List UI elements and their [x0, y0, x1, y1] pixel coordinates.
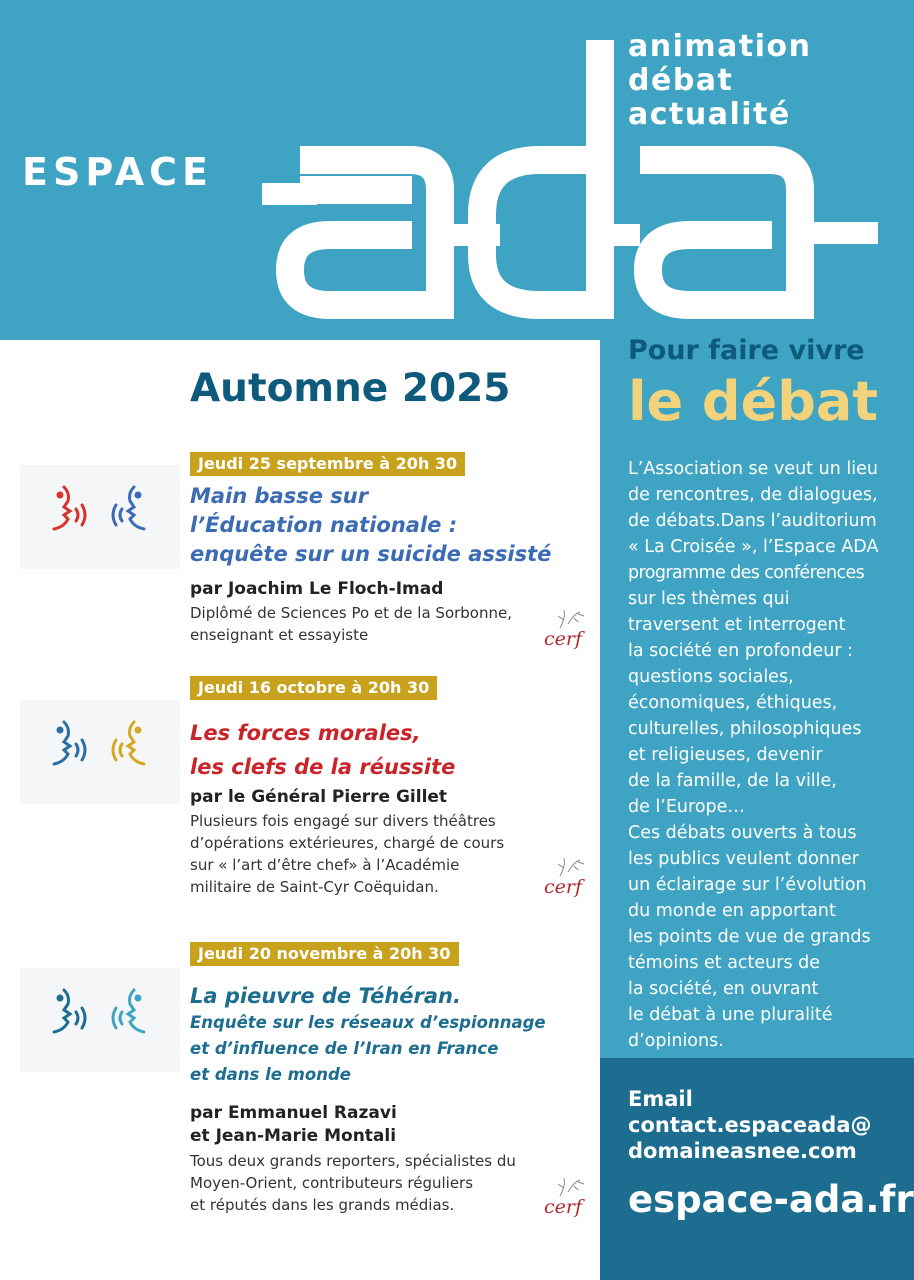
event-speaker	[190, 1102, 397, 1148]
paragraph-line: la société en profondeur :	[628, 641, 854, 661]
sidebar-headline: Pour faire vivre	[628, 335, 865, 366]
sidebar-headline-accent: le débat	[628, 370, 879, 433]
cerf-wordmark: cerf	[544, 628, 582, 650]
logo-letter-a1	[290, 160, 440, 305]
brand-espace: ESPACE	[22, 150, 213, 194]
paragraph-line: du monde en apportant	[628, 901, 836, 921]
event-title	[190, 716, 455, 784]
paragraph-line: de débats.Dans l’auditorium	[628, 511, 877, 531]
paragraph-line: de la famille, de la ville,	[628, 771, 837, 791]
paragraph-line: traversent et interrogent	[628, 615, 846, 635]
email-label: Email	[628, 1087, 693, 1111]
paragraph-line: programme des conférences	[628, 563, 865, 583]
tagline	[628, 30, 811, 132]
event-subtitle-line: et d’influence de l’Iran en France	[190, 1039, 499, 1058]
event-icon-box	[20, 465, 180, 569]
event-title-line: Main basse sur	[190, 484, 369, 508]
paragraph-line: les points de vue de grands	[628, 927, 871, 947]
paragraph-line: de l’Europe…	[628, 797, 745, 817]
paragraph-line: témoins et acteurs de	[628, 953, 821, 973]
event-bio	[190, 602, 512, 646]
logo-bar-end	[800, 222, 878, 244]
event-title-line: Les forces morales,	[190, 721, 421, 745]
bio-line: sur « l’art d’être chef» à l’Académie	[190, 856, 460, 874]
tagline-line: actualité	[628, 97, 791, 132]
bio-line: Tous deux grands reporters, spécialistes du	[190, 1152, 516, 1170]
bio-line: enseignant et essayiste	[190, 626, 369, 644]
speaker-line: par Joachim Le Floch-Imad	[190, 579, 444, 599]
association-description	[628, 456, 912, 1054]
bio-line: et réputés dans les grands médias.	[190, 1196, 455, 1214]
speaker-line: et Jean-Marie Montali	[190, 1126, 397, 1146]
paragraph-line: et religieuses, devenir	[628, 745, 823, 765]
cerf-logo	[536, 1176, 592, 1220]
paragraph-line: la société, en ouvrant	[628, 979, 819, 999]
event-title-line: La pieuvre de Téhéran.	[190, 984, 461, 1008]
event-subtitle-line: et dans le monde	[190, 1065, 351, 1084]
paragraph-line: un éclairage sur l’évolution	[628, 875, 867, 895]
header-banner	[0, 0, 914, 340]
cerf-wordmark: cerf	[544, 1196, 582, 1218]
bio-line: Plusieurs fois engagé sur divers théâtres	[190, 812, 496, 830]
bio-line: militaire de Saint-Cyr Coëquidan.	[190, 878, 439, 896]
speaker-line: par Emmanuel Razavi	[190, 1103, 397, 1123]
event-icon-box	[20, 968, 180, 1072]
event-title	[190, 982, 461, 1011]
event-date-badge: Jeudi 20 novembre à 20h 30	[190, 942, 459, 966]
event-title-line: l’Éducation nationale :	[190, 513, 458, 537]
event-bio	[190, 1150, 516, 1216]
website-link[interactable]: espace-ada.fr	[628, 1178, 914, 1221]
event-speaker	[190, 786, 447, 809]
event-speaker	[190, 578, 443, 601]
email-line: contact.espaceada@	[628, 1113, 872, 1137]
speaking-heads-icon	[20, 465, 180, 569]
paragraph-line: « La Croisée », l’Espace ADA	[628, 537, 879, 557]
paragraph-line: d’opinions.	[628, 1031, 724, 1051]
season-title: Automne 2025	[190, 366, 511, 411]
paragraph-line: de rencontres, de dialogues,	[628, 485, 878, 505]
logo-letter-d	[482, 40, 600, 305]
email-address[interactable]	[628, 1112, 872, 1164]
bio-line: d’opérations extérieures, chargé de cours	[190, 834, 505, 852]
event-title-line: enquête sur un suicide assisté	[190, 542, 552, 566]
event-title	[190, 482, 551, 569]
speaker-line: par le Général Pierre Gillet	[190, 787, 448, 807]
event-icon-box	[20, 700, 180, 804]
paragraph-line: L’Association se veut un lieu	[628, 459, 878, 479]
tagline-line: débat	[628, 63, 734, 98]
tagline-line: animation	[628, 29, 812, 64]
cerf-wordmark: cerf	[544, 876, 582, 898]
cerf-logo	[536, 608, 592, 652]
speaking-heads-icon	[20, 700, 180, 804]
speaking-heads-icon	[20, 968, 180, 1072]
logo-letter-a2	[640, 160, 800, 305]
paragraph-line: Ces débats ouverts à tous	[628, 823, 857, 843]
bio-line: Moyen-Orient, contributeurs réguliers	[190, 1174, 474, 1192]
event-date-badge: Jeudi 16 octobre à 20h 30	[190, 676, 437, 700]
antler-icon	[556, 856, 586, 878]
antler-icon	[556, 1176, 586, 1198]
paragraph-line: questions sociales,	[628, 667, 794, 687]
event-subtitle-line: Enquête sur les réseaux d’espionnage	[190, 1013, 546, 1032]
bio-line: Diplômé de Sciences Po et de la Sorbonne,	[190, 604, 512, 622]
paragraph-line: les publics veulent donner	[628, 849, 859, 869]
event-bio	[190, 810, 504, 898]
email-line: domaineasnee.com	[628, 1139, 857, 1163]
logo-bar-right	[600, 224, 640, 246]
event-title-line: les clefs de la réussite	[190, 755, 456, 779]
paragraph-line: économiques, éthiques,	[628, 693, 838, 713]
paragraph-line: le débat à une pluralité	[628, 1005, 833, 1025]
paragraph-line: sur les thèmes qui	[628, 589, 790, 609]
antler-icon	[556, 608, 586, 630]
cerf-logo	[536, 856, 592, 900]
paragraph-line: culturelles, philosophiques	[628, 719, 862, 739]
event-date-badge: Jeudi 25 septembre à 20h 30	[190, 452, 465, 476]
event-subtitle	[190, 1010, 546, 1088]
